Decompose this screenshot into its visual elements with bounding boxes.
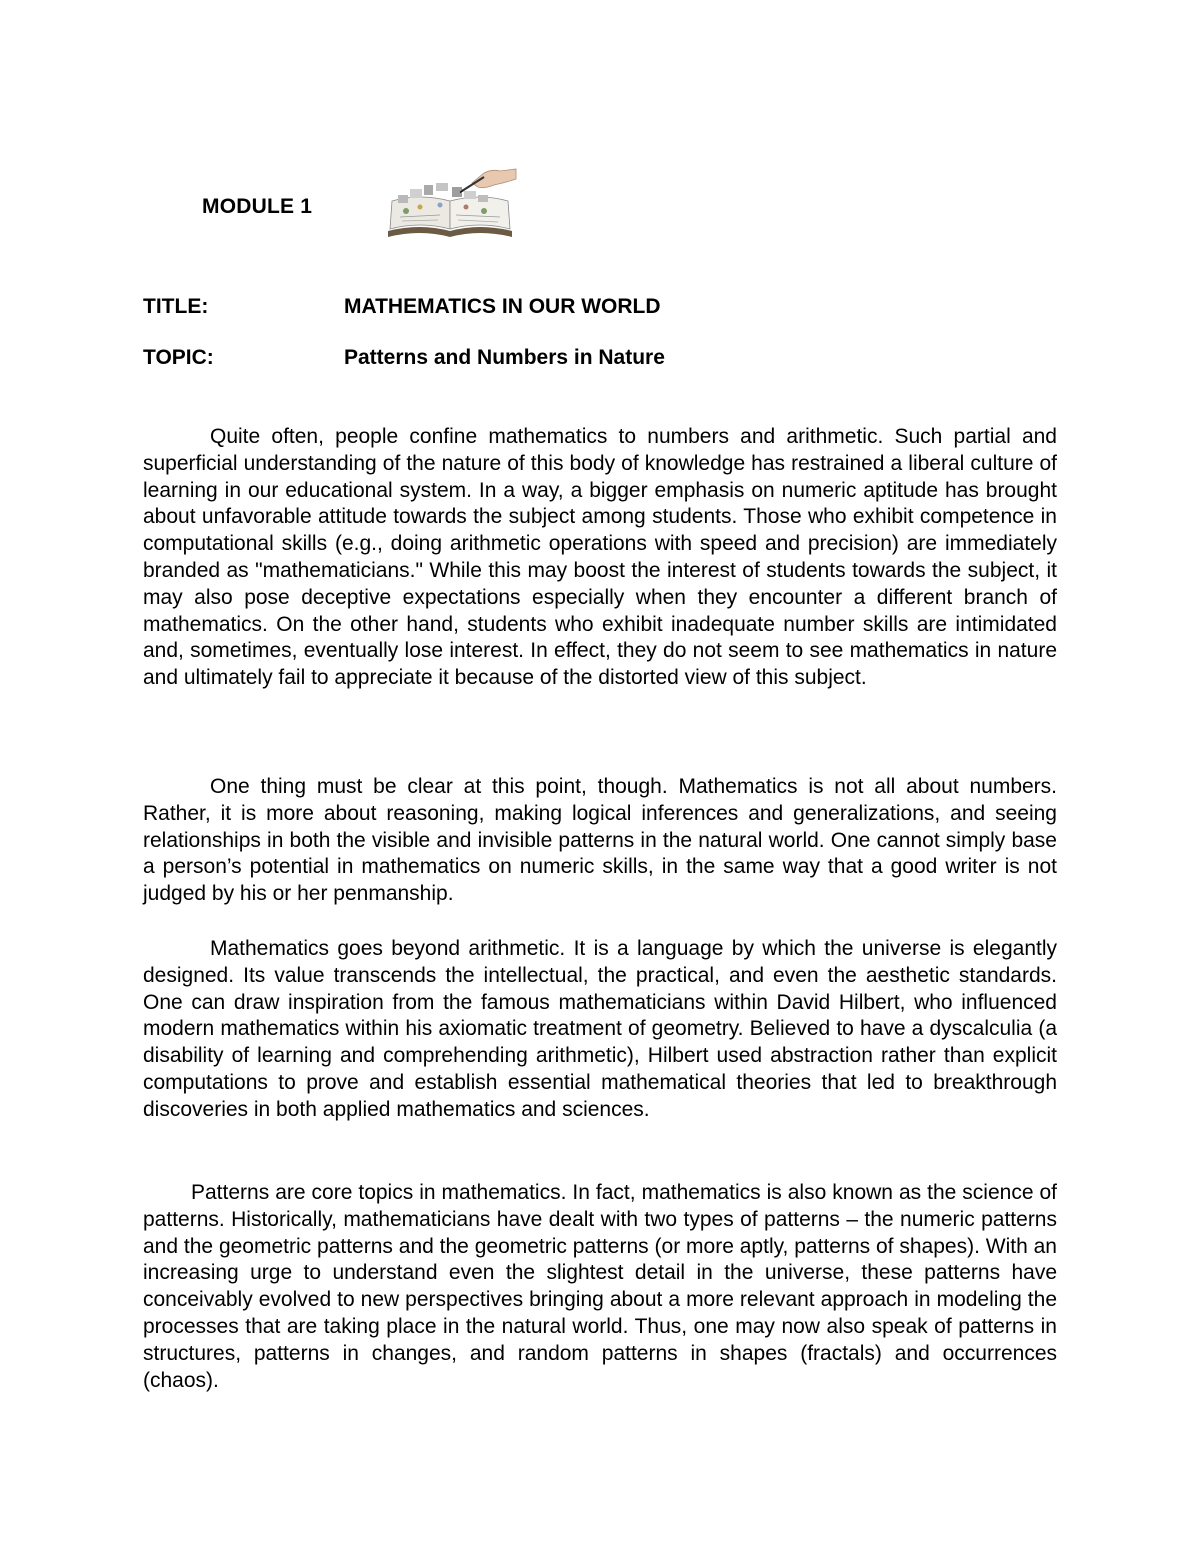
module-label: MODULE 1 [202, 195, 313, 218]
book-with-hand-drawing-icon [380, 165, 520, 243]
title-key: TITLE: [143, 295, 209, 318]
topic-key: TOPIC: [143, 346, 214, 369]
paragraph: Quite often, people confine mathematics to numbers and arithmetic. Such partial and superficial understanding of the nature of this body of knowledge has restrained a liberal culture of learning in our educational system. In a way, a bigger emphasis on numeric aptitude has brought about unfavorable attitude towards the subject among students. Those who exhibit competence in computational skills (e.g., doing arithmetic operations with speed and precision) are immediately branded as "mathematicians." While this may boost the interest of students towards the subject, it may also pose deceptive expectations especially when they encounter a different branch of mathematics. On the other hand, students who exhibit inadequate number skills are intimidated and, sometimes, eventually lose interest. In effect, they do not seem to see mathematics in nature and ultimately fail to appreciate it because of the distorted view of this subject. [143, 425, 1057, 690]
paragraph: Patterns are core topics in mathematics. In fact, mathematics is also known as the science of patterns. Historically, mathematicians have dealt with two types of patterns – the numeric patterns and the geometric patterns and the geometric patterns (or more aptly, patterns of shapes). With an increasing urge to understand even the slightest detail in the universe, these patterns have conceivably evolved to new perspectives bringing about a more relevant approach in modeling the processes that are taking place in the natural world. Thus, one may now also speak of patterns in structures, patterns in changes, and random patterns in shapes (fractals) and occurrences (chaos). [143, 1181, 1057, 1392]
title-row [143, 295, 843, 323]
paragraph: Mathematics goes beyond arithmetic. It is a language by which the universe is elegantly designed. Its value transcends the intellectual, the practical, and even the aesthetic standards. One can draw inspiration from the famous mathematicians within David Hilbert, who influenced modern mathematics within his axiomatic treatment of geometry. Believed to have a dyscalculia (a disability of learning and comprehending arithmetic), Hilbert used abstraction rather than explicit computations to prove and establish essential mathematical theories that led to breakthrough discoveries in both applied mathematics and sciences. [143, 937, 1057, 1121]
topic-row [143, 346, 843, 374]
paragraph: One thing must be clear at this point, though. Mathematics is not all about numbers. Rather, it is more about reasoning, making logical inferences and generalizations, and seeing relationships in both the visible and invisible patterns in the natural world. One cannot simply base a person’s potential in mathematics on numeric skills, in the same way that a good writer is not judged by his or her penmanship. [143, 775, 1057, 906]
title-value: MATHEMATICS IN OUR WORLD [344, 295, 661, 318]
topic-value: Patterns and Numbers in Nature [344, 346, 665, 369]
